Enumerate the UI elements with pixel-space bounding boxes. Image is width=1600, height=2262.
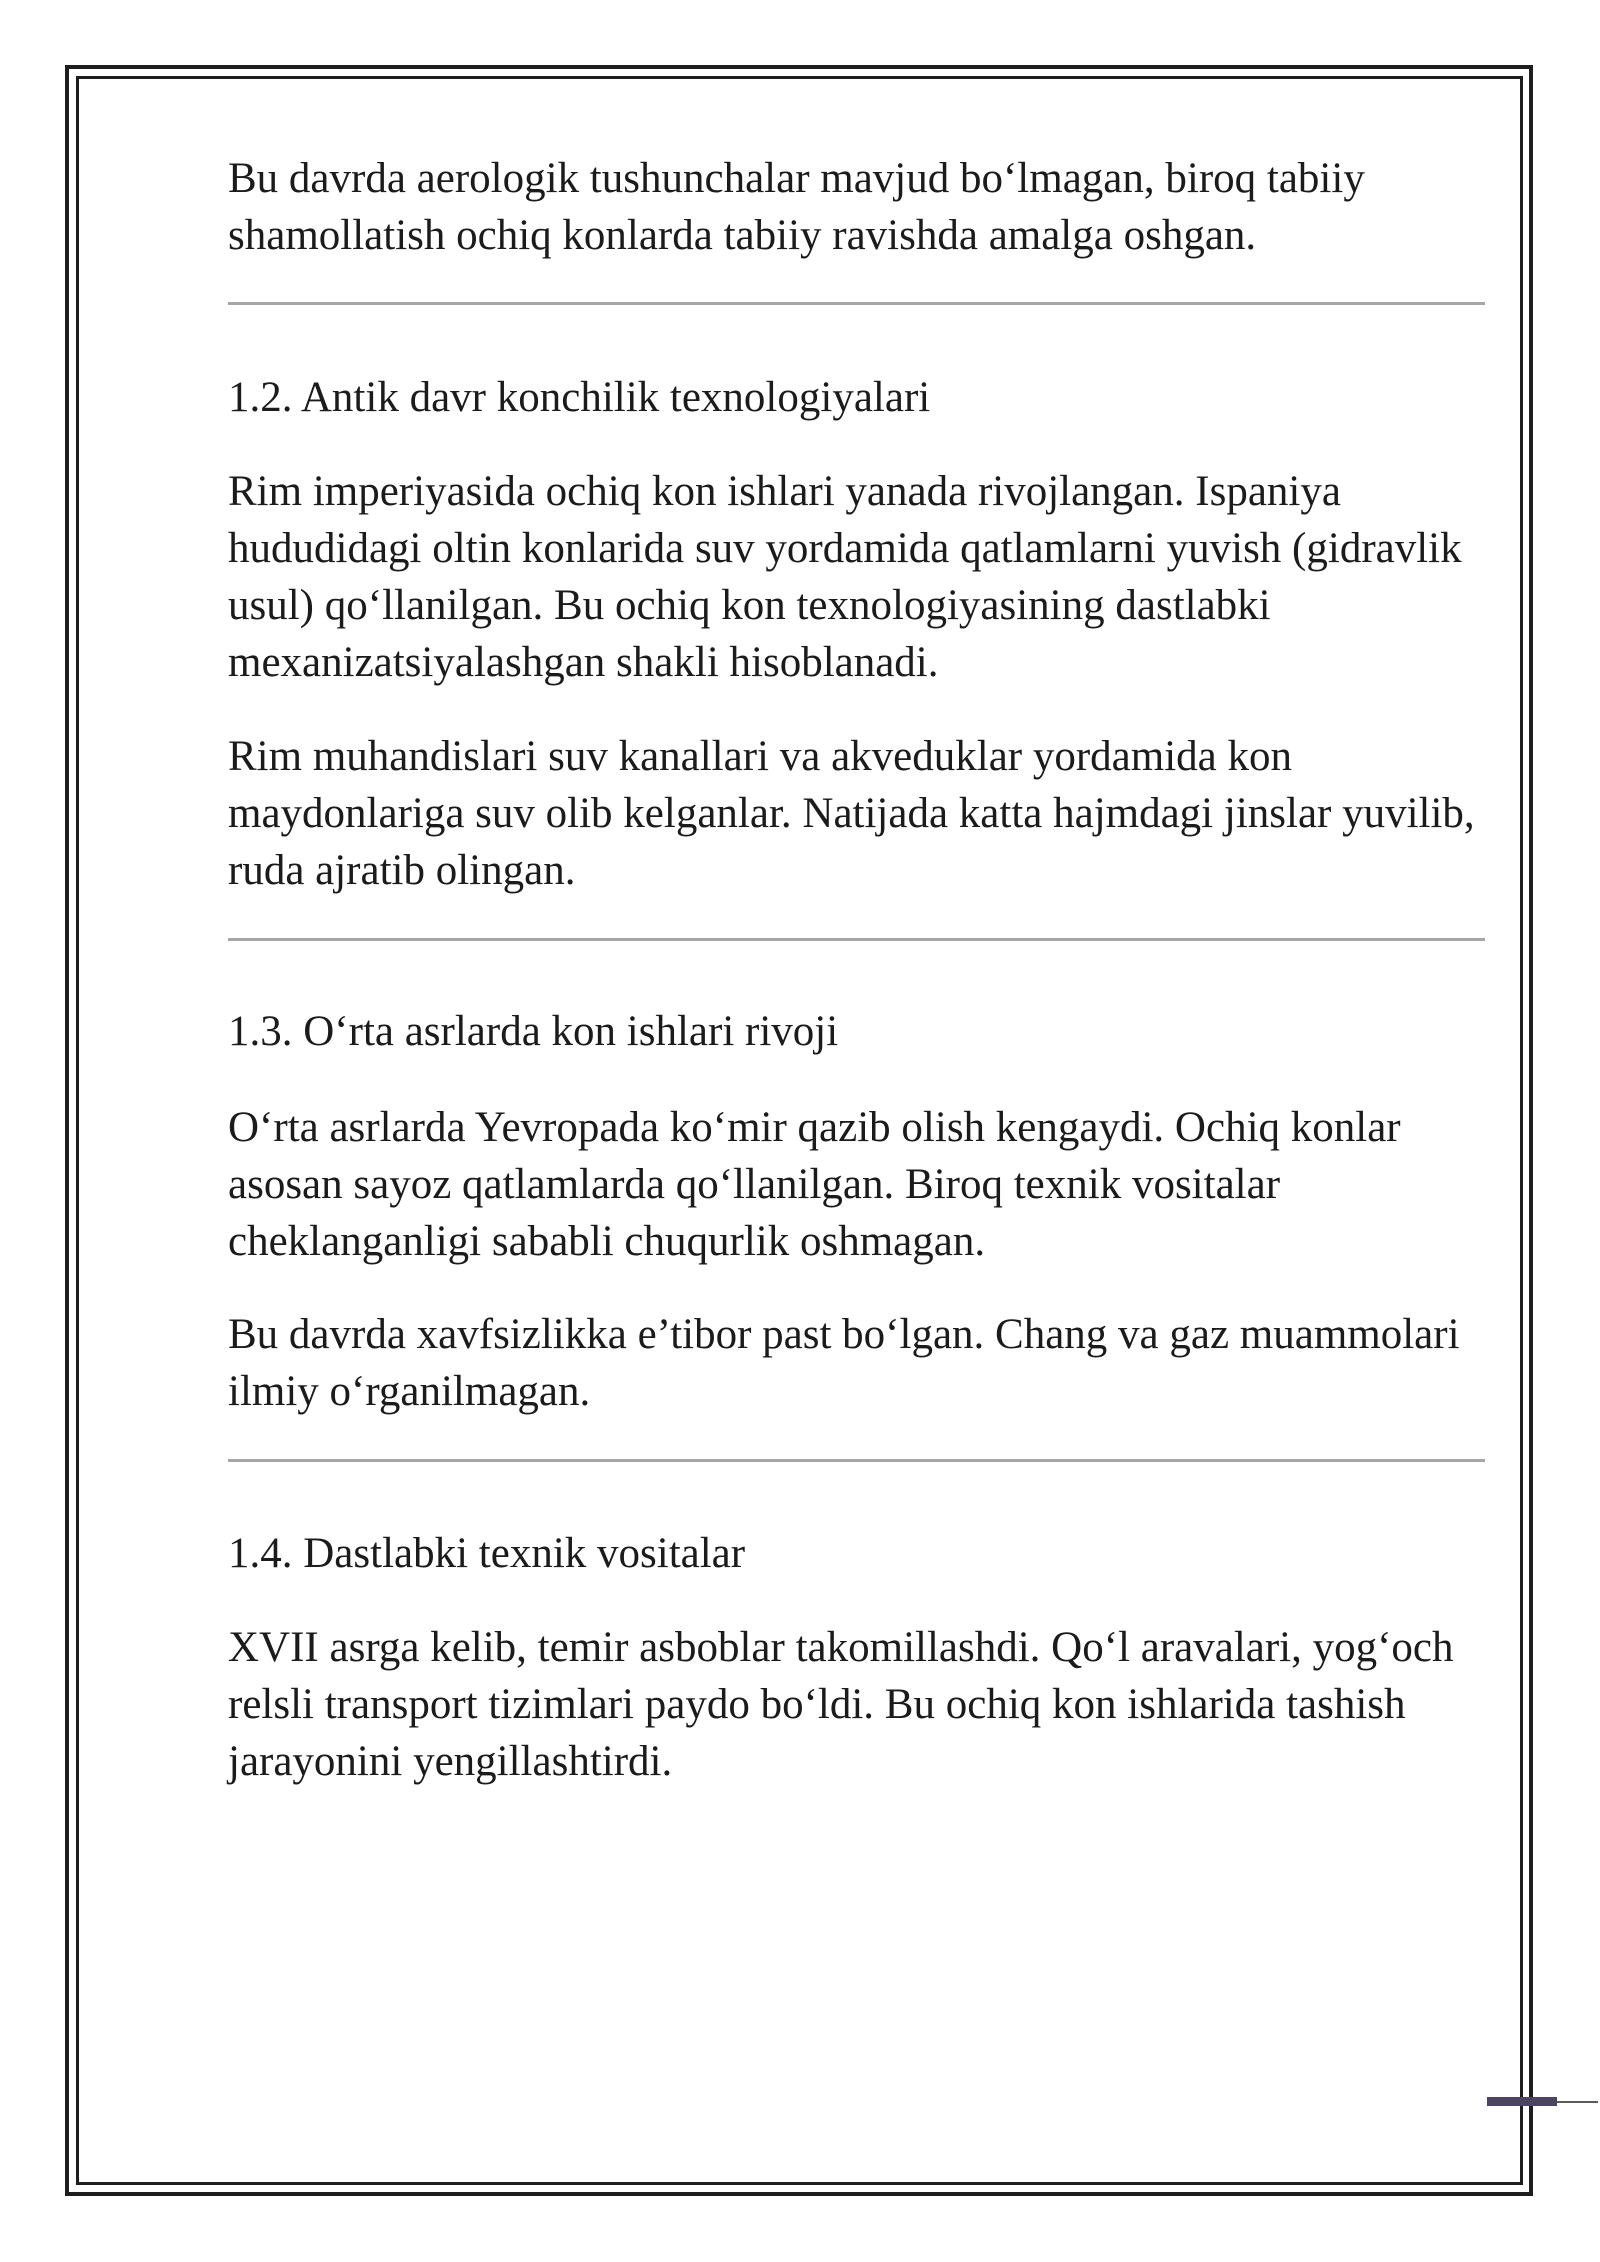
paragraph (228, 728, 1475, 899)
paragraph-line: cheklanganligi sababli chuqurlik oshmagan. (228, 1218, 986, 1265)
paragraph-line: relsli transport tizimlari paydo bo‘ldi. Bu ochiq kon ishlarida tashish (228, 1681, 1406, 1728)
page-corner-mark-line (1557, 2101, 1598, 2103)
paragraph-line: mexanizatsiyalashgan shakli hisoblanadi. (228, 639, 939, 686)
paragraph-line: hududidagi oltin konlarida suv yordamida qatlamlarni yuvish (gidravlik (228, 525, 1462, 572)
section-heading: 1.4. Dastlabki texnik vositalar (228, 1530, 746, 1577)
paragraph-line: usul) qo‘llanilgan. Bu ochiq kon texnologiyasining dastlabki (228, 582, 1271, 629)
section-divider (228, 1459, 1485, 1462)
section-divider (228, 302, 1485, 305)
intro-paragraph (228, 150, 1365, 264)
page-corner-mark-bar (1487, 2097, 1557, 2106)
paragraph-line: XVII asrga kelib, temir asboblar takomillashdi. Qo‘l aravalari, yog‘och (228, 1624, 1454, 1671)
paragraph-line: shamollatish ochiq konlarda tabiiy ravishda amalga oshgan. (228, 212, 1257, 259)
paragraph (228, 1619, 1454, 1790)
paragraph-line: ruda ajratib olingan. (228, 847, 576, 894)
paragraph-line: Bu davrda xavfsizlikka e’tibor past bo‘lgan. Chang va gaz muammolari (228, 1311, 1460, 1358)
paragraph-line: asosan sayoz qatlamlarda qo‘llanilgan. Biroq texnik vositalar (228, 1161, 1281, 1208)
paragraph-line: Rim muhandislari suv kanallari va akveduklar yordamida kon (228, 733, 1292, 780)
paragraph-line: O‘rta asrlarda Yevropada ko‘mir qazib olish kengaydi. Ochiq konlar (228, 1104, 1401, 1151)
section-heading: 1.3. O‘rta asrlarda kon ishlari rivoji (228, 1008, 839, 1055)
paragraph-line: maydonlariga suv olib kelganlar. Natijada katta hajmdagi jinslar yuvilib, (228, 790, 1475, 837)
section-heading: 1.2. Antik davr konchilik texnologiyalari (228, 374, 931, 421)
paragraph-line: Bu davrda aerologik tushunchalar mavjud bo‘lmagan, biroq tabiiy (228, 155, 1365, 202)
paragraph-line: ilmiy o‘rganilmagan. (228, 1368, 591, 1415)
section-divider (228, 938, 1485, 941)
paragraph (228, 1306, 1460, 1420)
paragraph-line: Rim imperiyasida ochiq kon ishlari yanada rivojlangan. Ispaniya (228, 468, 1341, 515)
paragraph (228, 463, 1462, 691)
paragraph (228, 1099, 1401, 1270)
paragraph-line: jarayonini yengillashtirdi. (228, 1738, 673, 1785)
